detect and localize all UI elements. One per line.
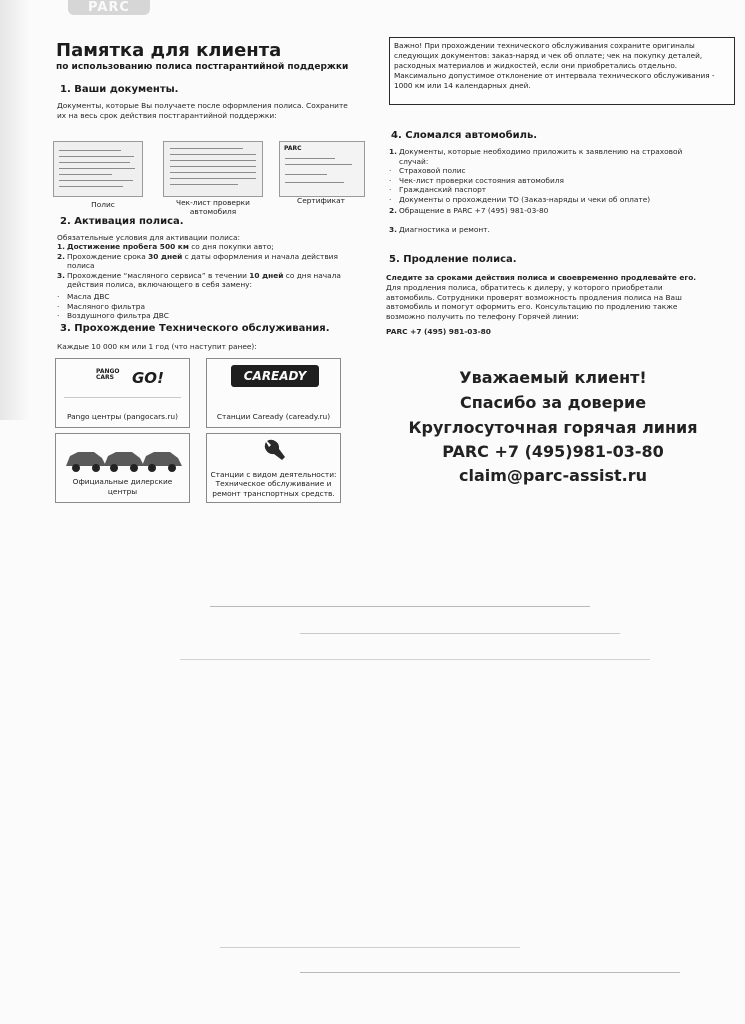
oil-service-list [57,292,347,321]
closing-email: claim@parc-assist.ru [458,466,648,485]
breakdown-doc: · Чек-лист проверки состояния автомобиля [389,175,564,185]
closing-thanks: Спасибо за доверие [459,393,647,412]
checklist-caption: Чек-лист проверки автомобиля [176,198,250,216]
breakdown-doc: · Гражданский паспорт [389,185,487,194]
tile-service-stations [206,433,341,503]
oil-item: · Масла ДВС [57,292,110,301]
tile-pango-label: Pango центры (pangocars.ru) [67,411,178,421]
scan-shadow [0,0,30,420]
section5-heading: 5. Продление полиса. [389,254,517,265]
page-title: Памятка для клиента [56,40,282,61]
pango-logo: GO! [132,369,164,387]
tile-pango [55,358,190,428]
tile-caready-label: Станции Caready (caready.ru) [216,411,331,421]
checklist-image [163,141,263,197]
section1-heading: 1. Ваши документы. [60,84,179,95]
section2-heading: 2. Активация полиса. [60,216,184,227]
important-notice: Важно! При прохождении технического обслуживания сохраните оригиналы следующих документов: заказ-наряд и чек об оплате; чек на покупку деталей, расходных материалов и жидкостей, если они приобретались отдельно. Максимально допустимое отклонение от интервала технического обслуживания - 1000 км или 14 календарных дней. [389,37,735,105]
breakdown-item-3: 3. Диагностика и ремонт. [389,225,490,234]
section1-text: Документы, которые Вы получаете после оформления полиса. Сохраните их на весь срок действия постгарантийной поддержки: [57,101,348,120]
tile-caready [206,358,341,428]
cars-icon [64,442,184,476]
policy-image [53,141,143,197]
breakdown-item-2: 2. Обращение в PARC +7 (495) 981-03-80 [389,206,549,215]
breakdown-item-1: 1. Документы, которые необходимо приложить к заявлению на страховой случай: [389,147,683,166]
breakdown-steps [389,206,709,216]
section4-heading: 4. Сломался автомобиль. [391,130,538,141]
closing-hotline: Круглосуточная горячая линия [408,418,698,437]
section5-phone: PARC +7 (495) 981-03-80 [386,327,491,336]
page-subtitle: по использованию полиса постгарантийной поддержки [56,62,349,72]
scan-artifact [300,633,620,634]
breakdown-doc: · Страховой полис [389,166,466,175]
breakdown-steps-3 [389,225,709,235]
section3-note: Каждые 10 000 км или 1 год (что наступит ранее): [57,342,257,351]
breakdown-doc: · Документы о прохождении ТО (Заказ-наряды и чеки об оплате) [389,194,651,204]
closing-greeting: Уважаемый клиент! [459,368,647,387]
caready-logo: CAREADY [231,365,319,387]
scan-artifact [180,659,650,660]
activation-item-1: 1. Достижение пробега 500 км со дня покупки авто; [57,242,274,251]
policy-caption: Полис [91,200,115,209]
activation-item-2: 2. Прохождение срока 30 дней с даты оформления и начала действия полиса [57,251,338,270]
parc-logo-top: PARC [68,0,150,15]
certificate-logo: PARC [284,145,302,152]
oil-item: · Воздушного фильтра ДВС [57,311,169,320]
scan-artifact [300,972,680,973]
section5-reminder: Следите за сроками действия полиса и своевременно продлевайте его. [386,273,697,282]
certificate-caption: Сертификат [297,196,345,205]
wrench-icon [262,438,288,462]
tile-dealers [55,433,190,503]
pango-logo-small: PANGO CARS [96,368,120,381]
section3-heading: 3. Прохождение Технического обслуживания. [60,323,330,334]
breakdown-docs [389,166,709,204]
scan-artifact [210,606,590,607]
tile-dealers-label: Официальные дилерские центры [72,477,173,496]
breakdown-list [389,147,709,166]
oil-item: · Масляного фильтра [57,301,145,311]
tile-service-label: Станции с видом деятельности: Техническое обслуживание и ремонт транспортных средств. [210,469,337,498]
certificate-image [279,141,365,197]
closing-phone: PARC +7 (495)981-03-80 [442,442,664,461]
activation-list [57,242,347,290]
section2-intro: Обязательные условия для активации полиса: [57,233,240,242]
section5-text: Для продления полиса, обратитесь к дилеру, у которого приобретали автомобиль. Сотрудники проверят возможность продления полиса на Ваш автомобиль и помогут оформить его. Консультацию по продлению также возможно получить по телефону Горячей линии: [386,283,682,321]
scan-artifact [220,947,520,948]
activation-item-3: 3. Прохождение “масляного сервиса” в течении 10 дней со дня начала действия полиса, включающего в себя замену: [57,270,341,289]
